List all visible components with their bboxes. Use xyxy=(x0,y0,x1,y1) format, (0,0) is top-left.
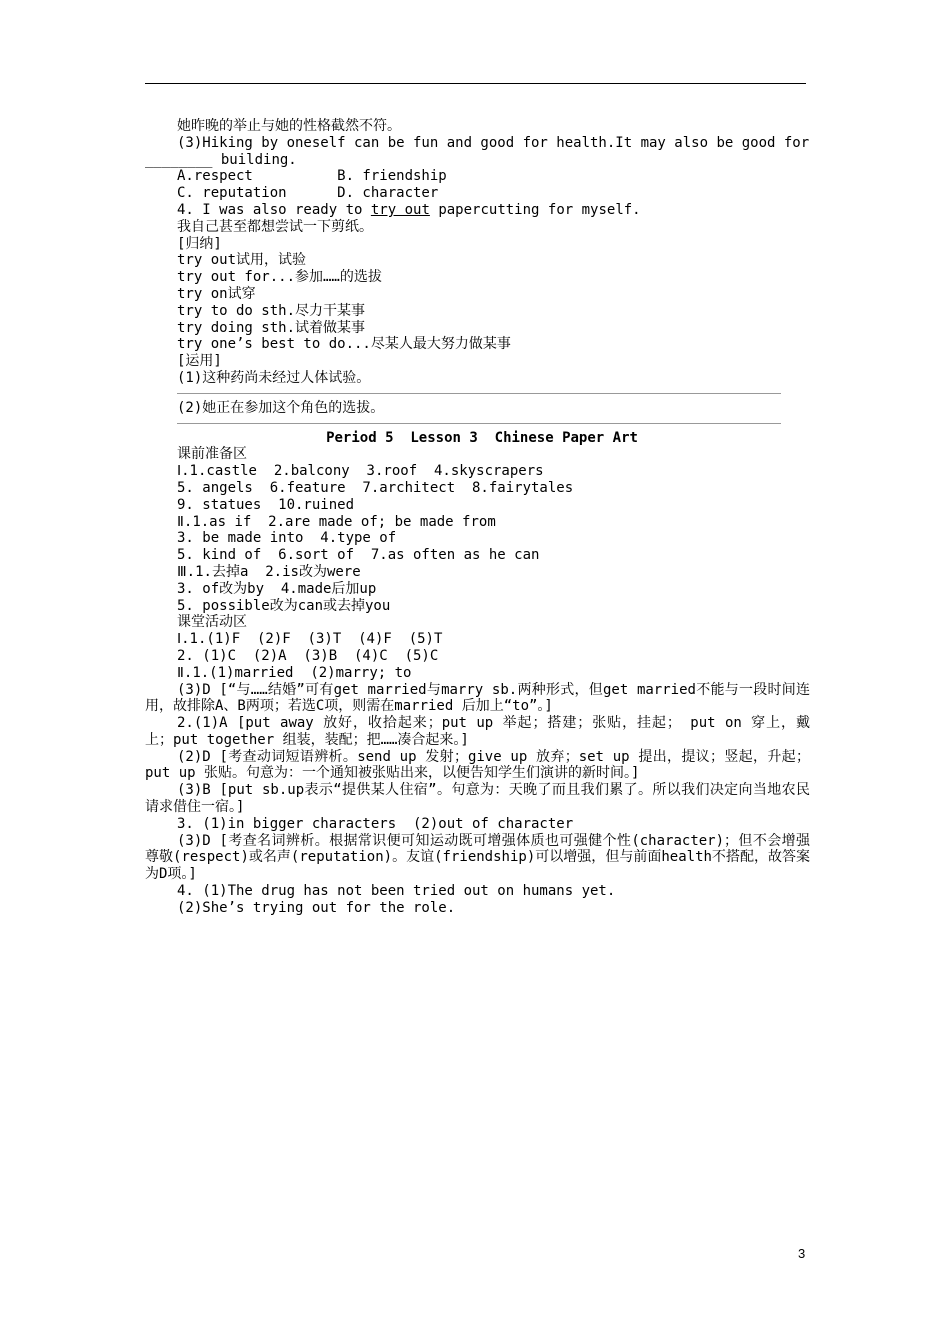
answer-line-text: 3. (1)in bigger characters (2)out of character xyxy=(177,815,574,832)
underlined-phrase: try out xyxy=(370,201,430,218)
answer-line-text: 3. of改为by 4.made后加up xyxy=(177,580,377,597)
answer-line-text: 4. (1)The drug has not been tried out on humans yet. xyxy=(177,883,616,900)
section-title: Period 5 Lesson 3 Chinese Paper Art xyxy=(326,429,638,446)
phrase-line: try on试穿 xyxy=(177,285,256,302)
answer-line xyxy=(177,393,781,394)
phrase-line: try out试用，试验 xyxy=(177,252,307,269)
practice-2: (2)她正在参加这个角色的选拔。 xyxy=(177,399,385,416)
section-label: 课前准备区 xyxy=(177,446,247,463)
answer-blank: ________ xyxy=(145,151,213,168)
phrase-line: try one’s best to do...尽某人最大努力做某事 xyxy=(177,336,511,353)
question-3: (3)Hiking by oneself can be fun and good for health.It may also be good for xyxy=(177,134,810,151)
explanation: (2)D [考查动词短语辨析。send up 发射；give up 放弃；set up 提出，提议；竖起，升起；put up 张贴。句意为：一个通知被张贴出来，以便告知学生们演讲的新时间。] xyxy=(145,748,810,782)
options-cd: C. reputation D. character xyxy=(177,185,439,202)
phrase-line: try out for...参加……的选拔 xyxy=(177,269,382,286)
answer-line-text: 3. be made into 4.type of xyxy=(177,530,397,547)
answer-line xyxy=(177,423,781,424)
phrase-line: try to do sth.尽力干某事 xyxy=(177,302,366,319)
answer-line-text: (2)She’s trying out for the role. xyxy=(177,899,456,916)
explanation: (3)B [put sb.up表示“提供某人住宿”。句意为：天晚了而且我们累了。所以我们决定向当地农民请求借住一宿。] xyxy=(145,782,810,816)
options-ab: A.respect B. friendship xyxy=(177,168,447,185)
answer-line-text: Ⅱ.1.as if 2.are made of; be made from xyxy=(177,513,496,530)
page-number: 3 xyxy=(798,1246,806,1261)
section-label-practice: [运用] xyxy=(177,353,222,370)
explanation: (3)D [“与……结婚”可有get married与marry sb.两种形式，但get married不能与一段时间连用，故排除A、B两项；若选C项，则需在married 后加上“to”。] xyxy=(145,681,810,715)
header-rule xyxy=(145,83,806,84)
answer-line-text: Ⅰ.1.castle 2.balcony 3.roof 4.skyscrapers xyxy=(177,463,544,480)
answer-line-text: Ⅱ.1.(1)married (2)marry; to xyxy=(177,664,412,681)
section-label-summary: [归纳] xyxy=(177,235,222,252)
question-3-blank-line: ________ building. xyxy=(145,151,297,168)
phrase-line: try doing sth.试着做某事 xyxy=(177,319,366,336)
answer-line-text: 2. (1)C (2)A (3)B (4)C (5)C xyxy=(177,647,439,664)
translation: 我自己甚至都想尝试一下剪纸。 xyxy=(177,218,373,235)
explanation: 2.(1)A [put away 放好，收拾起来；put up 举起；搭建；张贴，挂起； put on 穿上，戴上；put together 组装，装配；把……凑合起来。] xyxy=(145,715,810,748)
answer-line-text: Ⅲ.1.去掉a 2.is改为were xyxy=(177,563,361,580)
page-content xyxy=(145,118,810,917)
text-line: 她昨晚的举止与她的性格截然不符。 xyxy=(177,118,401,134)
sentence-4: 4. I was also ready to try out papercutting for myself. xyxy=(177,201,641,218)
answer-line-text: Ⅰ.1.(1)F (2)F (3)T (4)F (5)T xyxy=(177,631,443,648)
explanation: (3)D [考查名词辨析。根据常识便可知运动既可增强体质也可强健个性(character)；但不会增强尊敬(respect)或名声(reputation)。友谊(friendship)可以增强，但与前面health不搭配，故答案为D项。] xyxy=(145,832,810,883)
answer-line-text: 5. possible改为can或去掉you xyxy=(177,597,391,614)
answer-line-text: 5. angels 6.feature 7.architect 8.fairytales xyxy=(177,479,574,496)
practice-1: (1)这种药尚未经过人体试验。 xyxy=(177,369,371,386)
answer-line-text: 5. kind of 6.sort of 7.as often as he can xyxy=(177,547,540,564)
answer-line-text: 9. statues 10.ruined xyxy=(177,496,355,513)
section-label: 课堂活动区 xyxy=(177,614,247,631)
